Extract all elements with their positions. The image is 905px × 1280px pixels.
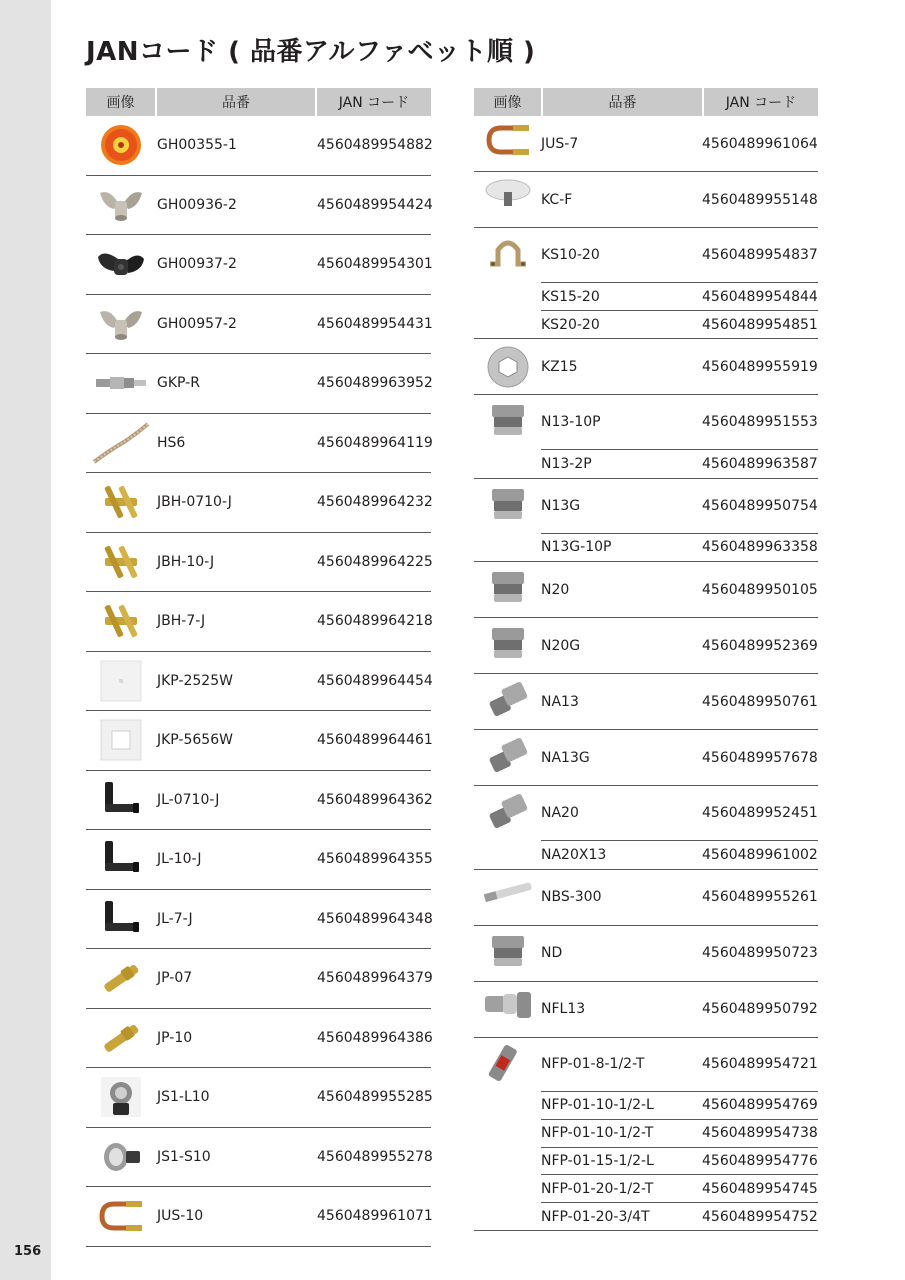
table-row-group	[86, 592, 431, 652]
table-row-group	[474, 339, 818, 395]
table-row	[155, 592, 433, 651]
table-row-group	[86, 414, 431, 474]
orange-round-valve-icon	[86, 116, 155, 175]
table-row	[541, 1091, 818, 1119]
table-row	[541, 1202, 818, 1230]
product-code: NA20	[541, 805, 579, 822]
product-code: NFL13	[541, 1001, 586, 1017]
table-row-group	[86, 295, 431, 355]
brass-nipple-icon	[86, 1009, 155, 1068]
table-row	[541, 1038, 818, 1092]
product-code: GH00957-2	[157, 315, 237, 332]
jan-code: 4560489964362	[317, 791, 433, 808]
hex-washer-icon	[474, 339, 541, 394]
table-row	[541, 674, 818, 729]
table-row-group	[474, 786, 818, 870]
table-row	[155, 1068, 433, 1127]
product-code: N13G	[541, 497, 581, 514]
product-code: JL-10-J	[157, 851, 202, 868]
table-row-group	[86, 354, 431, 414]
wing-nut-silver-icon	[86, 295, 155, 354]
hex-nipple-icon	[474, 479, 541, 562]
product-code: N20	[541, 581, 570, 598]
product-code: NA13	[541, 693, 579, 710]
table-row	[155, 949, 433, 1008]
jan-code: 4560489964348	[317, 910, 433, 927]
product-code: JS1-L10	[157, 1089, 210, 1106]
header-image: 画像	[493, 95, 522, 111]
table-header	[86, 88, 431, 116]
table-row-group	[86, 711, 431, 771]
jan-code: 4560489954301	[317, 256, 433, 273]
table-row	[541, 479, 818, 533]
jan-code: 4560489954431	[317, 315, 433, 332]
product-code: NFP-01-20-1/2-T	[541, 1180, 654, 1197]
product-code: JP-10	[157, 1029, 193, 1046]
product-code: JBH-10-J	[157, 553, 215, 570]
table-row	[541, 228, 818, 282]
table-row-group	[474, 1038, 818, 1232]
jan-code: 4560489954745	[702, 1180, 818, 1197]
hex-nipple-icon	[474, 926, 541, 981]
table-row	[155, 533, 433, 592]
jan-code: 4560489954424	[317, 196, 433, 213]
hex-adapter-icon	[474, 674, 541, 729]
table-row-group	[474, 562, 818, 618]
table-row	[541, 172, 818, 227]
product-code: GH00355-1	[157, 137, 237, 154]
table-row	[155, 116, 433, 175]
white-plate-small-hole-icon	[86, 652, 155, 711]
jan-code: 4560489954776	[702, 1153, 818, 1170]
product-code: GH00937-2	[157, 256, 237, 273]
table-header	[474, 88, 818, 116]
table-row	[155, 1187, 433, 1246]
product-code: JKP-2525W	[157, 672, 233, 689]
jan-code: 4560489963358	[702, 539, 818, 556]
table-row-group	[474, 618, 818, 674]
table-row-group	[86, 1128, 431, 1188]
table-row	[155, 354, 433, 413]
product-code: JS1-S10	[157, 1148, 211, 1165]
product-code: GH00936-2	[157, 196, 237, 213]
brass-joint-icon	[86, 473, 155, 532]
hex-adapter-icon	[474, 730, 541, 785]
product-code: NFP-01-15-1/2-L	[541, 1153, 654, 1170]
hose-connector-icon	[86, 354, 155, 413]
pipe-saddle-icon	[474, 228, 541, 338]
table-row	[155, 176, 433, 235]
jan-code: 4560489961064	[702, 135, 818, 152]
product-code: NBS-300	[541, 889, 602, 905]
table-row	[155, 295, 433, 354]
table-row	[541, 870, 818, 925]
header-jan: JAN コード	[315, 88, 431, 116]
table-row-group	[474, 870, 818, 926]
table-row-group	[474, 730, 818, 786]
long-nipple-icon	[474, 870, 541, 925]
jan-code: 4560489954851	[702, 316, 818, 333]
jan-code: 4560489952369	[702, 637, 818, 654]
product-code: JUS-10	[157, 1208, 204, 1225]
table-row	[541, 730, 818, 785]
table-row-group	[474, 926, 818, 982]
elbow-fitting-icon	[474, 982, 541, 1037]
table-row	[541, 926, 818, 981]
product-code: N13-10P	[541, 414, 601, 431]
table-row-group	[474, 982, 818, 1038]
table-row	[541, 395, 818, 449]
product-code: N13-2P	[541, 455, 592, 472]
drain-valve-icon	[86, 1068, 155, 1127]
table-row	[541, 618, 818, 673]
jan-code: 4560489955278	[317, 1148, 433, 1165]
table-row	[541, 282, 818, 310]
table-row-group	[86, 1009, 431, 1069]
table-row	[155, 652, 433, 711]
table-row-group	[86, 652, 431, 712]
product-code: NA13G	[541, 749, 590, 766]
table-row-group	[86, 116, 431, 176]
hex-nipple-icon	[474, 562, 541, 617]
jan-code: 4560489961002	[702, 846, 818, 863]
product-code: JUS-7	[541, 135, 579, 152]
braided-hose-icon	[86, 414, 155, 473]
table-row-group	[86, 176, 431, 236]
product-code: JL-7-J	[157, 910, 193, 927]
product-code: NFP-01-10-1/2-T	[541, 1125, 654, 1142]
black-elbow-icon	[86, 771, 155, 830]
table-row-group	[474, 479, 818, 563]
table-row	[541, 1174, 818, 1202]
table-row	[541, 449, 818, 477]
jan-code: 4560489951553	[702, 414, 818, 431]
product-code: NFP-01-8-1/2-T	[541, 1056, 645, 1073]
product-code: JP-07	[157, 970, 193, 987]
table-row-group	[86, 890, 431, 950]
product-code: HS6	[157, 434, 186, 451]
table-row-group	[86, 533, 431, 593]
jan-code: 4560489964355	[317, 851, 433, 868]
jan-code: 4560489964379	[317, 970, 433, 987]
jan-code: 4560489950754	[702, 497, 818, 514]
table-row	[155, 711, 433, 770]
black-elbow-icon	[86, 890, 155, 949]
jan-code: 4560489961071	[317, 1208, 433, 1225]
brass-joint-icon	[86, 592, 155, 651]
table-row	[155, 771, 433, 830]
product-code: KC-F	[541, 191, 573, 208]
table-row	[155, 235, 433, 294]
jan-code: 4560489964218	[317, 613, 433, 630]
table-row	[541, 840, 818, 868]
table-row-group	[86, 1068, 431, 1128]
table-row	[541, 786, 818, 840]
jan-code: 4560489952451	[702, 805, 818, 822]
wing-nut-black-icon	[86, 235, 155, 294]
hex-nipple-icon	[474, 618, 541, 673]
jan-code: 4560489954721	[702, 1056, 818, 1073]
table-row	[541, 116, 818, 171]
left-table-body	[86, 116, 431, 1247]
jan-code: 4560489954738	[702, 1125, 818, 1142]
table-row	[155, 473, 433, 532]
jan-code: 4560489950792	[702, 1001, 818, 1017]
flex-fitting-icon	[474, 1038, 541, 1231]
jan-code: 4560489964119	[317, 434, 433, 451]
table-row	[541, 339, 818, 394]
table-row	[155, 830, 433, 889]
hex-nipple-icon	[474, 395, 541, 478]
table-row	[541, 1147, 818, 1175]
header-jan: JAN コード	[702, 88, 818, 116]
product-code: KZ15	[541, 358, 578, 375]
product-code: JBH-0710-J	[157, 494, 232, 511]
jan-code: 4560489957678	[702, 749, 818, 766]
cap-fitting-icon	[474, 172, 541, 227]
product-code: N20G	[541, 637, 581, 654]
table-row-group	[474, 172, 818, 228]
jan-code: 4560489964386	[317, 1029, 433, 1046]
product-code: N13G-10P	[541, 539, 612, 556]
black-elbow-icon	[86, 830, 155, 889]
hex-adapter-icon	[474, 786, 541, 869]
header-code: 品番	[541, 88, 702, 116]
table-row	[541, 562, 818, 617]
page-number: 156	[14, 1244, 42, 1259]
jan-code: 4560489963587	[702, 455, 818, 472]
page-margin-strip	[0, 0, 51, 1280]
copper-u-pipe-icon	[86, 1187, 155, 1246]
product-code: JBH-7-J	[157, 613, 206, 630]
jan-code: 4560489950761	[702, 693, 818, 710]
jan-code: 4560489964454	[317, 672, 433, 689]
header-image: 画像	[106, 95, 135, 111]
jan-code: 4560489963952	[317, 375, 433, 392]
jan-code: 4560489955148	[702, 191, 818, 208]
header-code: 品番	[155, 88, 315, 116]
right-table-body	[474, 116, 818, 1231]
table-row	[155, 890, 433, 949]
table-row-group	[86, 949, 431, 1009]
jan-code: 4560489954837	[702, 247, 818, 263]
product-code: NFP-01-10-1/2-L	[541, 1097, 654, 1114]
jan-code: 4560489954882	[317, 137, 433, 154]
table-row	[155, 1128, 433, 1187]
brass-joint-icon	[86, 533, 155, 592]
jan-code: 4560489955919	[702, 358, 818, 375]
jan-code: 4560489954752	[702, 1208, 818, 1225]
product-code: GKP-R	[157, 375, 200, 392]
white-plate-square-hole-icon	[86, 711, 155, 770]
jan-code: 4560489950105	[702, 581, 818, 598]
jan-code: 4560489955261	[702, 889, 818, 905]
table-row-group	[86, 473, 431, 533]
table-row	[541, 310, 818, 338]
copper-u-pipe-icon	[474, 116, 541, 171]
product-code: KS15-20	[541, 288, 600, 305]
table-row-group	[86, 830, 431, 890]
table-row-group	[86, 771, 431, 831]
left-table	[86, 88, 431, 1247]
jan-code: 4560489950723	[702, 945, 818, 961]
table-row	[155, 1009, 433, 1068]
jan-code: 4560489964232	[317, 494, 433, 511]
jan-code: 4560489955285	[317, 1089, 433, 1106]
product-code: KS10-20	[541, 247, 600, 263]
table-row-group	[474, 228, 818, 339]
table-row-group	[474, 395, 818, 479]
table-row-group	[474, 116, 818, 172]
right-table	[474, 88, 818, 1231]
table-row	[541, 982, 818, 1037]
wing-nut-silver-icon	[86, 176, 155, 235]
jan-code: 4560489954769	[702, 1097, 818, 1114]
page-title: JANコード ( 品番アルファベット順 )	[86, 37, 536, 67]
product-code: JKP-5656W	[157, 732, 233, 749]
table-row	[155, 414, 433, 473]
product-code: KS20-20	[541, 316, 600, 333]
jan-code: 4560489964225	[317, 553, 433, 570]
jan-code: 4560489954844	[702, 288, 818, 305]
product-code: NA20X13	[541, 846, 607, 863]
product-code: ND	[541, 945, 563, 961]
table-row-group	[474, 674, 818, 730]
drain-valve-side-icon	[86, 1128, 155, 1187]
table-row	[541, 533, 818, 561]
product-code: JL-0710-J	[157, 791, 220, 808]
brass-nipple-icon	[86, 949, 155, 1008]
table-row-group	[86, 1187, 431, 1247]
table-row-group	[86, 235, 431, 295]
jan-code: 4560489964461	[317, 732, 433, 749]
product-code: NFP-01-20-3/4T	[541, 1208, 650, 1225]
table-row	[541, 1119, 818, 1147]
